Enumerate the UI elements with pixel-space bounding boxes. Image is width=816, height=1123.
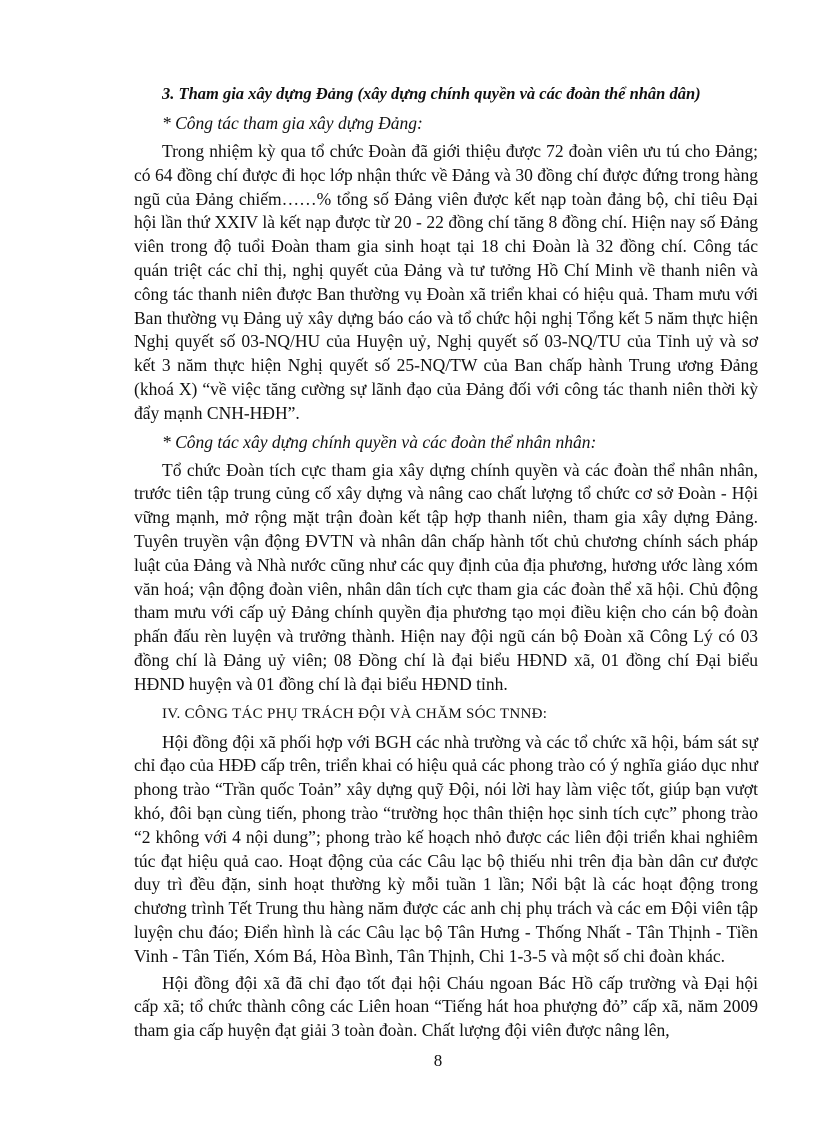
paragraph-party-building: Trong nhiệm kỳ qua tổ chức Đoàn đã giới thiệu được 72 đoàn viên ưu tú cho Đảng; có 64 đồng chí được đi học lớp nhận thức về Đảng và 30 đồng chí được đứng trong hàng ngũ của Đảng chiếm……% tổng số Đảng viên được kết nạp toàn đảng bộ, chỉ tiêu Đại hội lần thứ XXIV là kết nạp được từ 20 - 22 đồng chí tăng 8 đồng chí. Hiện nay số Đảng viên trong độ tuổi Đoàn tham gia sinh hoạt tại 18 chi Đoàn là 32 đồng chí. Công tác quán triệt các chỉ thị, nghị quyết của Đảng và tư tưởng Hồ Chí Minh về thanh niên và công tác thanh niên được Ban thường vụ Đoàn xã triển khai có hiệu quả. Tham mưu với Ban thường vụ Đảng uỷ xây dựng báo cáo và tổ chức hội nghị Tổng kết 5 năm thực hiện Nghị quyết số 03-NQ/HU của Huyện uỷ, Nghị quyết số 03-NQ/TU của Tỉnh uỷ và sơ kết 3 năm thực hiện Nghị quyết số 25-NQ/TW của Ban chấp hành Trung ương Đảng (khoá X) “về việc tăng cường sự lãnh đạo của Đảng đối với công tác thanh niên thời kỳ đẩy mạnh CNH-HĐH”. [134,141,758,423]
subheading-party-building: * Công tác tham gia xây dựng Đảng: [162,113,423,133]
section-heading-3: 3. Tham gia xây dựng Đảng (xây dựng chính quyền và các đoàn thể nhân dân) [162,84,701,103]
subheading-government-building: * Công tác xây dựng chính quyền và các đoàn thể nhân nhân: [162,431,597,452]
section-heading-iv: IV. CÔNG TÁC PHỤ TRÁCH ĐỘI VÀ CHĂM SÓC TNNĐ: [162,705,548,722]
paragraph-government-building: Tổ chức Đoàn tích cực tham gia xây dựng chính quyền và các đoàn thể nhân nhân, trước tiên tập trung củng cố xây dựng và nâng cao chất lượng tổ chức cơ sở Đoàn - Hội vững mạnh, mở rộng mặt trận đoàn kết tập hợp thanh niên, tham gia xây dựng Đảng. Tuyên truyền vận động ĐVTN và nhân dân chấp hành tốt chủ chương chính sách pháp luật của Đảng và Nhà nước cũng như các quy định của địa phương, hương ước làng xóm văn hoá; vận động đoàn viên, nhân dân tích cực tham gia các đoàn thể xã hội. Chủ động tham mưu với cấp uỷ Đảng chính quyền địa phương tạo mọi điều kiện cho cán bộ đoàn phấn đấu rèn luyện và trưởng thành. Hiện nay đội ngũ cán bộ Đoàn xã Công Lý có 03 đồng chí là Đảng uỷ viên; 08 Đồng chí là đại biểu HĐND xã, 01 đồng chí Đại biểu HĐND huyện và 01 đồng chí là đại biểu HĐND tỉnh. [134,459,758,694]
document-page [134,80,758,1046]
paragraph-team-congress: Hội đồng đội xã đã chỉ đạo tốt đại hội Cháu ngoan Bác Hồ cấp trường và Đại hội cấp xã; tổ chức thành công các Liên hoan “Tiếng hát hoa phượng đỏ” cấp xã, năm 2009 tham gia cấp huyện đạt giải 3 toàn đoàn. Chất lượng đội viên được nâng lên, [134,972,758,1041]
paragraph-team-activities: Hội đồng đội xã phối hợp với BGH các nhà trường và các tổ chức xã hội, bám sát sự chỉ đạo của HĐĐ cấp trên, triển khai có hiệu quả các phong trào có ý nghĩa giáo dục như phong trào “Trần quốc Toản” xây dựng quỹ Đội, nói lời hay làm việc tốt, giúp bạn vượt khó, đôi bạn cùng tiến, phong trào “trường học thân thiện học sinh tích cực” phong trào “2 không với 4 nội dung”; phong trào kế hoạch nhỏ được các liên đội triển khai nghiêm túc đạt hiệu quả cao. Hoạt động của các Câu lạc bộ thiếu nhi trên địa bàn dân cư được duy trì đều đặn, sinh hoạt thường kỳ mỗi tuần 1 lần; Nổi bật là các hoạt động trong chương trình Tết Trung thu hàng năm được các anh chị phụ trách và các em Đội viên tập luyện chu đáo; Điển hình là các Câu lạc bộ Tân Hưng - Thống Nhất - Tân Thịnh - Tiền Vinh - Tân Tiến, Xóm Bá, Hòa Bình, Tân Thịnh, Chi 1-3-5 và một số chi đoàn khác. [134,731,758,966]
page-number: 8 [433,1051,443,1070]
